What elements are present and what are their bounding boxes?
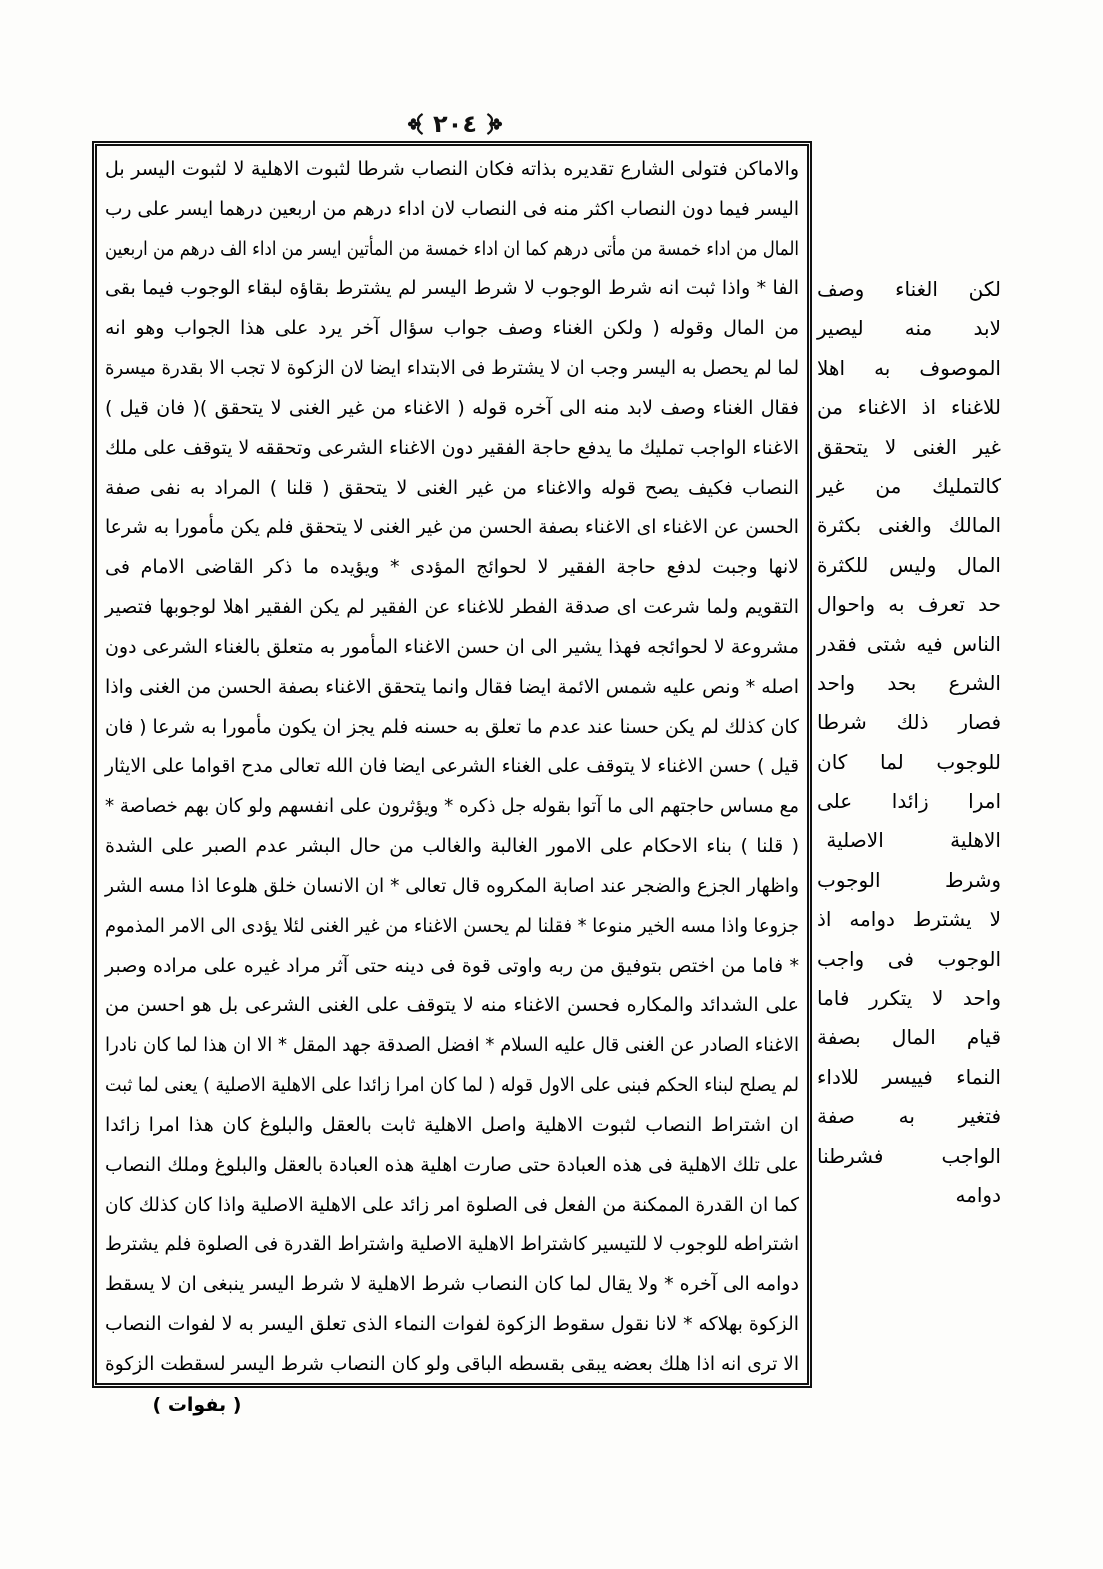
main-text-line: واظهار الجزع والضجر عند اصابة المكروه قال تعالى * ان الانسان خلق هلوعا اذا مسه الشر — [105, 874, 800, 897]
main-text-line: مع مساس حاجتهم الى ما آتوا بقوله جل ذكره * ويؤثرون على انفسهم ولو كان بهم خصاصة * — [105, 795, 800, 818]
main-text-line: الا ترى انه اذا هلك بعضه يبقى بقسطه الباقى ولو كان النصاب شرط اليسر لسقطت الزكوة — [104, 1352, 799, 1375]
margin-note-line: قيام المال بصفة — [817, 1025, 1001, 1050]
main-text-line: كان كذلك لم يكن حسنا عند عدم ما تعلق به حسنه فلم يجز ان يكون مأمورا به شرعا ( فان — [104, 715, 799, 738]
main-text-line: والاماكن فتولى الشارع تقديره بذاته فكان النصاب شرطا لثبوت الاهلية لا لثبوت اليسر بل — [105, 158, 799, 180]
margin-note-line: الوجوب فى واجب — [817, 946, 1001, 971]
margin-note-line: لا يشترط دوامه اذ — [817, 907, 1001, 932]
margin-note-line: فصار ذلك شرطا — [817, 710, 1001, 735]
main-text-line: المال من اداء خمسة من مأتى درهم كما ان اداء خمسة من المأتين ايسر من اداء الف درهم من اربعين — [104, 237, 799, 260]
margin-note-line: الشرع بحد واحد — [817, 670, 1001, 695]
margin-note-line: حد تعرف به واحوال — [817, 592, 1001, 617]
margin-notes — [817, 270, 1001, 1215]
margin-note-line: الموصوف به اهلا — [817, 355, 1001, 380]
main-text-line: لم يصلح لبناء الحكم فبنى على الاول قوله ( لما كان امرا زائدا على الاهلية الاصلية ) يعنى لما ثبت — [105, 1074, 799, 1097]
margin-note-line: النماء فييسر للاداء — [817, 1064, 1001, 1089]
margin-note-line: المالك والغنى بكثرة — [817, 513, 1001, 538]
margin-note-line: دوامه — [955, 1182, 1001, 1207]
main-text-line: جزوعا واذا مسه الخير منوعا * فقلنا لم يحسن الاغناء من غير الغنى لئلا يؤدى الى الامر المذموم — [104, 914, 800, 937]
margin-note-line: كالتمليك من غير — [817, 473, 1001, 498]
main-text-line: النصاب فكيف يصح قوله والاغناء من غير الغنى لا يتحقق ( قلنا ) المراد به نفى صفة — [105, 476, 799, 499]
main-text-line: الاغناء الواجب تمليك ما يدفع حاجة الفقير دون الاغناء الشرعى وتحققه لا يتوقف على ملك — [105, 436, 799, 459]
main-text-line: من المال وقوله ( ولكن الغناء وصف جواب سؤال آخر يرد على هذا الجواب وهو انه — [105, 317, 799, 340]
main-text-line: ان اشتراط النصاب لثبوت الاهلية واصل الاهلية ثابت بالعقل والبلوغ كان هذا امرا زائدا — [105, 1113, 799, 1136]
main-text-line: الفا * واذا ثبت انه شرط الوجوب لا شرط اليسر لم يشترط بقاؤه لبقاء الوجوب فيما بقى — [105, 277, 799, 300]
page-number: ٢٠٤ — [433, 110, 477, 138]
main-text-line: اليسر فيما دون النصاب اكثر منه فى النصاب لان اداء درهم من اربعين درهما ايسر على رب — [105, 197, 800, 220]
main-text-line: على الشدائد والمكاره فحسن الاغناء منه لا يتوقف على الغنى الشرعى بل هو احسن من — [105, 994, 799, 1017]
main-text-line: مشروعة لا لحوائجه فهذا يشير الى ان حسن الاغناء المأمور به متعلق بالغناء الشرعى دون — [105, 635, 800, 658]
main-text-line: لما لم يحصل به اليسر وجب ان لا يشترط فى الابتداء ايضا لان الزكوة لا تجب الا بقدرة ميسرة — [104, 357, 799, 380]
main-text-line: اصله * ونص عليه شمس الائمة ايضا فقال وانما يتحقق الاغناء بصفة الحسن من الغنى واذا — [105, 675, 799, 698]
margin-note-line: فتغير به صفة — [817, 1104, 1001, 1129]
main-text-line: دوامه الى آخره * ولا يقال لما كان النصاب شرط الاهلية لا شرط اليسر ينبغى ان لا يسقط — [105, 1273, 800, 1296]
main-text-line: على تلك الاهلية فى هذه العبادة حتى صارت اهلية هذه العبادة بالعقل والبلوغ وملك النصاب — [105, 1153, 800, 1176]
margin-note-line: امرا زائدا على — [817, 789, 1001, 814]
main-text-line: فقال الغناء وصف لابد منه الى آخره قوله ( الاغناء من غير الغنى لا يتحقق )( فان قيل ) — [105, 396, 799, 419]
floral-ornament-right-icon — [481, 111, 503, 137]
main-text-line: الحسن عن الاغناء اى الاغناء بصفة الحسن من غير الغنى لا يتحقق فلم يكن مأمورا به شرعا — [104, 516, 799, 539]
margin-note-line: لكن الغناء وصف — [817, 277, 1001, 301]
main-text-line: لانها وجبت لدفع حاجة الفقير لا لحوائج المؤدى * ويؤيده ما ذكر القاضى الامام فى — [105, 556, 799, 579]
margin-note-line: الناس فيه شتى فقدر — [817, 631, 1001, 656]
main-text-line: التقويم ولما شرعت اى صدقة الفطر للاغناء عن الفقير لم يكن الفقير اهلا لوجوبها فتصير — [105, 596, 799, 619]
margin-note-line: لابد منه ليصير — [817, 316, 1001, 341]
main-text-line: الاغناء الصادر عن الغنى قال عليه السلام * افضل الصدقة جهد المقل * الا ان هذا لما كان نادرا — [105, 1034, 800, 1057]
main-text-line: كما ان القدرة الممكنة من الفعل فى الصلوة امر زائد على الاهلية الاصلية واذا كان كذلك كان — [105, 1193, 799, 1216]
floral-ornament-left-icon — [407, 111, 429, 137]
margin-note-line: الاهلية الاصلية — [826, 828, 1001, 853]
page-number-header — [398, 106, 512, 142]
margin-note-line: واحد لا يتكرر فاما — [817, 986, 1001, 1011]
margin-note-line: الواجب فشرطنا — [817, 1143, 1001, 1168]
main-text-line: قيل ) حسن الاغناء لا يتوقف على الغناء الشرعى ايضا فان الله تعالى مدح اقواما على الايثار — [105, 755, 799, 778]
catchword: ( بفوات ) — [152, 1394, 242, 1416]
main-text-line: ( قلنا ) بناء الاحكام على الامور الغالبة والغالب من حال البشر عدم الصبر على الشدة — [105, 835, 799, 858]
margin-note-line: وشرط الوجوب — [817, 867, 1001, 892]
margin-note-line: للاغناء اذ الاغناء من — [817, 395, 1001, 420]
margin-note-line: المال وليس للكثرة — [817, 552, 1001, 577]
main-text-line: الزكوة بهلاكه * لانا نقول سقوط الزكوة لفوات النماء الذى تعلق اليسر به لا لفوات النصاب — [104, 1313, 800, 1336]
main-text-line: * فاما من اختص بتوفيق من ربه واوتى قوة فى دينه حتى آثر مراد غيره على مراده وصبر — [105, 954, 799, 977]
main-text-line: اشتراطه للوجوب لا للتيسير كاشتراط الاهلية الاصلية واشتراط القدرة فى الصلوة فلم يشترط — [105, 1233, 799, 1256]
margin-note-line: للوجوب لما كان — [817, 749, 1001, 774]
margin-note-line: غير الغنى لا يتحقق — [817, 434, 1001, 459]
main-text-block — [105, 150, 799, 1385]
